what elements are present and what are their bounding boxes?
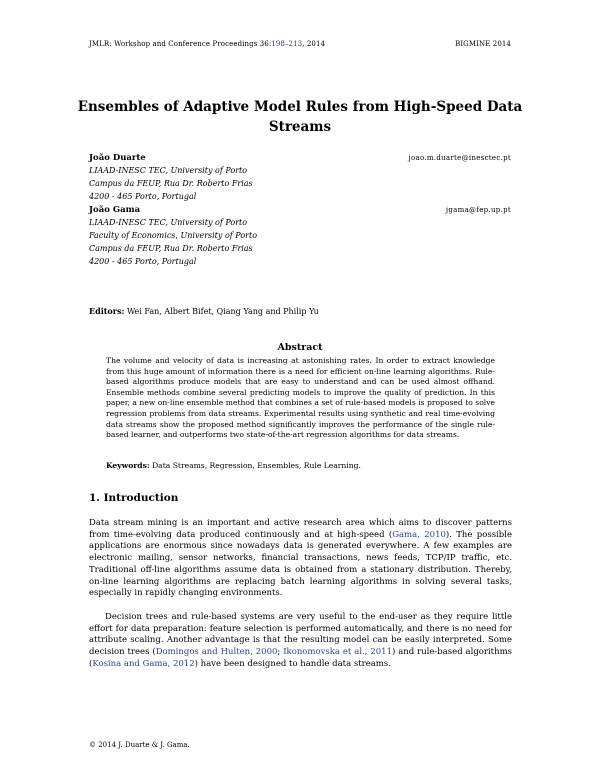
paragraph-text: Data stream mining is an important and active research area which aims to discover patterns from time-evolving data produced continuously and at high-speed ( xyxy=(89,518,512,540)
paragraph-text: ) and rule-based algorithms ( xyxy=(89,647,512,669)
author-affiliation xyxy=(89,216,257,268)
paragraph-text: ; xyxy=(277,647,284,658)
citation-link[interactable]: Kosina and Gama, 2012 xyxy=(92,658,195,669)
abstract-text: The volume and velocity of data is increasing at astonishing rates. In order to extract knowledge from this huge amount of information there is a need for efficient on-line learning algorithms. Rule-based algorithms produce models that are easy to understand and can be used almost offhand. Ensemble methods combine several predicting models to improve the quality of prediction. In this paper, a new on-line ensemble method that combines a set of rule-based models is proposed to solve regression problems from data streams. Experimental results using synthetic and real time-evolving data streams show the proposed method significantly improves the performance of the single rule-based learner, and outperforms two state-of-the-art regression algorithms for data streams. xyxy=(106,356,495,440)
affiliation-line: 4200 - 465 Porto, Portugal xyxy=(89,257,197,266)
paragraph-text: Decision trees and rule-based systems are very useful to the end-user as they require little effort for data preparation: feature selection is performed automatically, and there is no need for attribute scaling. Another advantage is that the resulting model can be easily interpreted. Some decision trees ( xyxy=(89,612,512,658)
author-name: João Gama xyxy=(89,205,141,215)
journal-year: , 2014 xyxy=(302,40,326,48)
paragraph-text: ) have been designed to handle data streams. xyxy=(194,658,391,669)
citation-link[interactable]: Gama, 2010 xyxy=(392,529,446,540)
running-header-venue: BIGMINE 2014 xyxy=(455,40,511,48)
page-range-link[interactable]: 198–213 xyxy=(271,40,303,48)
editors-label: Editors: xyxy=(89,306,125,316)
affiliation-line: LIAAD-INESC TEC, University of Porto xyxy=(89,218,248,227)
affiliation-line: 4200 - 465 Porto, Portugal xyxy=(89,192,197,201)
keywords-line xyxy=(106,461,361,470)
section-heading: 1. Introduction xyxy=(89,492,179,504)
author-email[interactable]: joao.m.duarte@inesctec.pt xyxy=(408,154,511,162)
author-name: João Duarte xyxy=(89,153,146,163)
intro-paragraph xyxy=(89,518,512,600)
journal-name: JMLR: Workshop and Conference Proceedings 36: xyxy=(89,40,272,48)
affiliation-line: Faculty of Economics, University of Porto xyxy=(89,231,258,240)
abstract-heading: Abstract xyxy=(277,342,323,353)
editors-line xyxy=(89,306,319,316)
editors-names: Wei Fan, Albert Bifet, Qiang Yang and Philip Yu xyxy=(126,307,319,316)
author-email[interactable]: jgama@fep.up.pt xyxy=(445,206,511,214)
paragraph-text: ). The possible applications are enormous since nowadays data is generated everywhere. A few examples are electronic mailing, sensor networks, financial transactions, news feeds, TCP/IP traffic, etc. Traditional off-line algorithms assume data is obtained from a stationary distribution. Thereby, on-line learning algorithms are replacing batch learning algorithms in solving several tasks, especially in rapidly changing environments. xyxy=(89,529,512,599)
affiliation-line: LIAAD-INESC TEC, University of Porto xyxy=(89,166,248,175)
copyright-footer: © 2014 J. Duarte & J. Gama. xyxy=(89,741,190,749)
paper-title: Ensembles of Adaptive Model Rules from High-Speed Data Streams xyxy=(77,99,523,135)
running-header-journal xyxy=(89,40,325,48)
intro-paragraph xyxy=(89,612,512,671)
citation-link[interactable]: Ikonomovska et al., 2011 xyxy=(283,647,392,658)
affiliation-line: Campus da FEUP, Rua Dr. Roberto Frias xyxy=(89,179,253,188)
affiliation-line: Campus da FEUP, Rua Dr. Roberto Frias xyxy=(89,244,253,253)
keywords-label: Keywords: xyxy=(106,461,150,470)
author-affiliation xyxy=(89,164,253,203)
keywords-list: Data Streams, Regression, Ensembles, Rule Learning. xyxy=(152,461,361,470)
citation-link[interactable]: Domingos and Hulten, 2000 xyxy=(155,647,278,658)
